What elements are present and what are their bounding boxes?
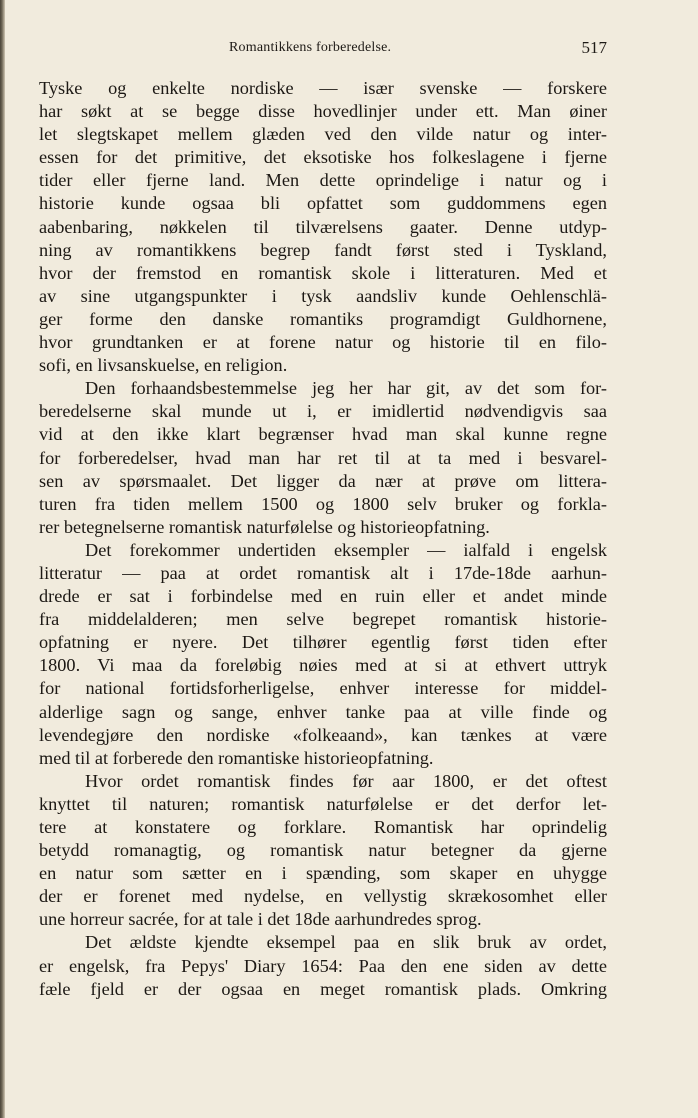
running-title: Romantikkens forberedelse. (229, 40, 392, 55)
text-line: fæle fjeld er der ogsaa en meget romantisk plads. Omkring (39, 978, 607, 999)
text-line: Det ældste kjendte eksempel paa en slik bruk av ordet, (85, 932, 607, 953)
text-line: une horreur sacrée, for at tale i det 18de aarhundredes sprog. (39, 909, 482, 930)
text-line: med til at forberede den romantiske historieopfatning. (39, 747, 434, 768)
text-line: der er forenet med nydelse, en vellystig skrækosomhet eller (39, 886, 607, 907)
text-line: sen av spørsmaalet. Det ligger da nær at prøve om littera- (39, 470, 607, 491)
text-line: drede er sat i forbindelse med en ruin eller et andet minde (39, 586, 607, 607)
text-line: for national fortidsforherligelse, enhver interesse for middel- (39, 678, 607, 699)
text-line: essen for det primitive, det eksotiske hos folkeslagene i fjerne (39, 147, 607, 168)
text-line: tider eller fjerne land. Men dette oprindelige i natur og i (39, 170, 607, 191)
text-line: turen fra tiden mellem 1500 og 1800 selv bruker og forkla- (39, 493, 607, 514)
page-header (39, 38, 607, 60)
text-line: levendegjøre den nordiske «folkeaand», kan tænkes at være (39, 724, 607, 745)
text-line: fra middelalderen; men selve begrepet romantisk historie- (39, 609, 607, 630)
text-line: aabenbaring, nøkkelen til tilværelsens gaater. Denne utdyp- (39, 216, 607, 237)
text-line: litteratur — paa at ordet romantisk alt i 17de-18de aarhun- (39, 562, 607, 583)
text-line: alderlige sagn og sange, enhver tanke paa at ville finde og (39, 701, 607, 722)
text-line: betydd romanagtig, og romantisk natur betegner da gjerne (39, 840, 607, 861)
text-line: for forberedelser, hvad man har ret til at ta med i besvarel- (39, 447, 607, 468)
text-line: av sine utgangspunkter i tysk aandsliv kunde Oehlenschlä- (39, 285, 607, 306)
text-line: hvor der fremstod en romantisk skole i litteraturen. Med et (39, 262, 607, 283)
text-line: har søkt at se begge disse hovedlinjer under ett. Man øiner (39, 101, 607, 122)
text-line: ning av romantikkens begrep fandt først sted i Tyskland, (39, 239, 607, 260)
text-line: hvor grundtanken er at forene natur og historie til en filo- (39, 332, 607, 353)
text-line: opfatning er nyere. Det tilhører egentlig først tiden efter (39, 632, 607, 653)
text-line: knyttet til naturen; romantisk naturfølelse er det derfor let- (39, 793, 607, 814)
text-line: rer betegnelserne romantisk naturfølelse og historieopfatning. (39, 516, 490, 537)
text-line: Den forhaandsbestemmelse jeg her har git, av det som for- (85, 378, 607, 399)
text-line: beredelserne skal munde ut i, er imidlertid nødvendigvis saa (39, 401, 607, 422)
text-line: en natur som sætter en i spænding, som skaper en uhygge (39, 863, 607, 884)
text-line: 1800. Vi maa da foreløbig nøies med at si at ethvert uttryk (39, 655, 607, 676)
text-line: Det forekommer undertiden eksempler — ialfald i engelsk (85, 539, 607, 560)
text-line: ger forme den danske romantiks programdigt Guldhornene, (39, 308, 607, 329)
text-line: Tyske og enkelte nordiske — især svenske — forskere (39, 78, 607, 98)
page-number: 517 (581, 38, 607, 57)
text-line: er engelsk, fra Pepys' Diary 1654: Paa den ene siden av dette (39, 955, 607, 976)
text-line: historie kunde ogsaa bli opfattet som guddommens egen (39, 193, 607, 214)
page-binding-edge (0, 0, 5, 1118)
text-line: tere at konstatere og forklare. Romantisk har oprindelig (39, 817, 607, 837)
text-line: sofi, en livsanskuelse, en religion. (39, 355, 288, 376)
text-line: let slegtskapet mellem glæden ved den vilde natur og inter- (39, 124, 607, 145)
text-line: vid at den ikke klart begrænser hvad man skal kunne regne (39, 424, 607, 445)
body-text (39, 77, 607, 1001)
text-line: Hvor ordet romantisk findes før aar 1800, er det oftest (85, 770, 607, 791)
